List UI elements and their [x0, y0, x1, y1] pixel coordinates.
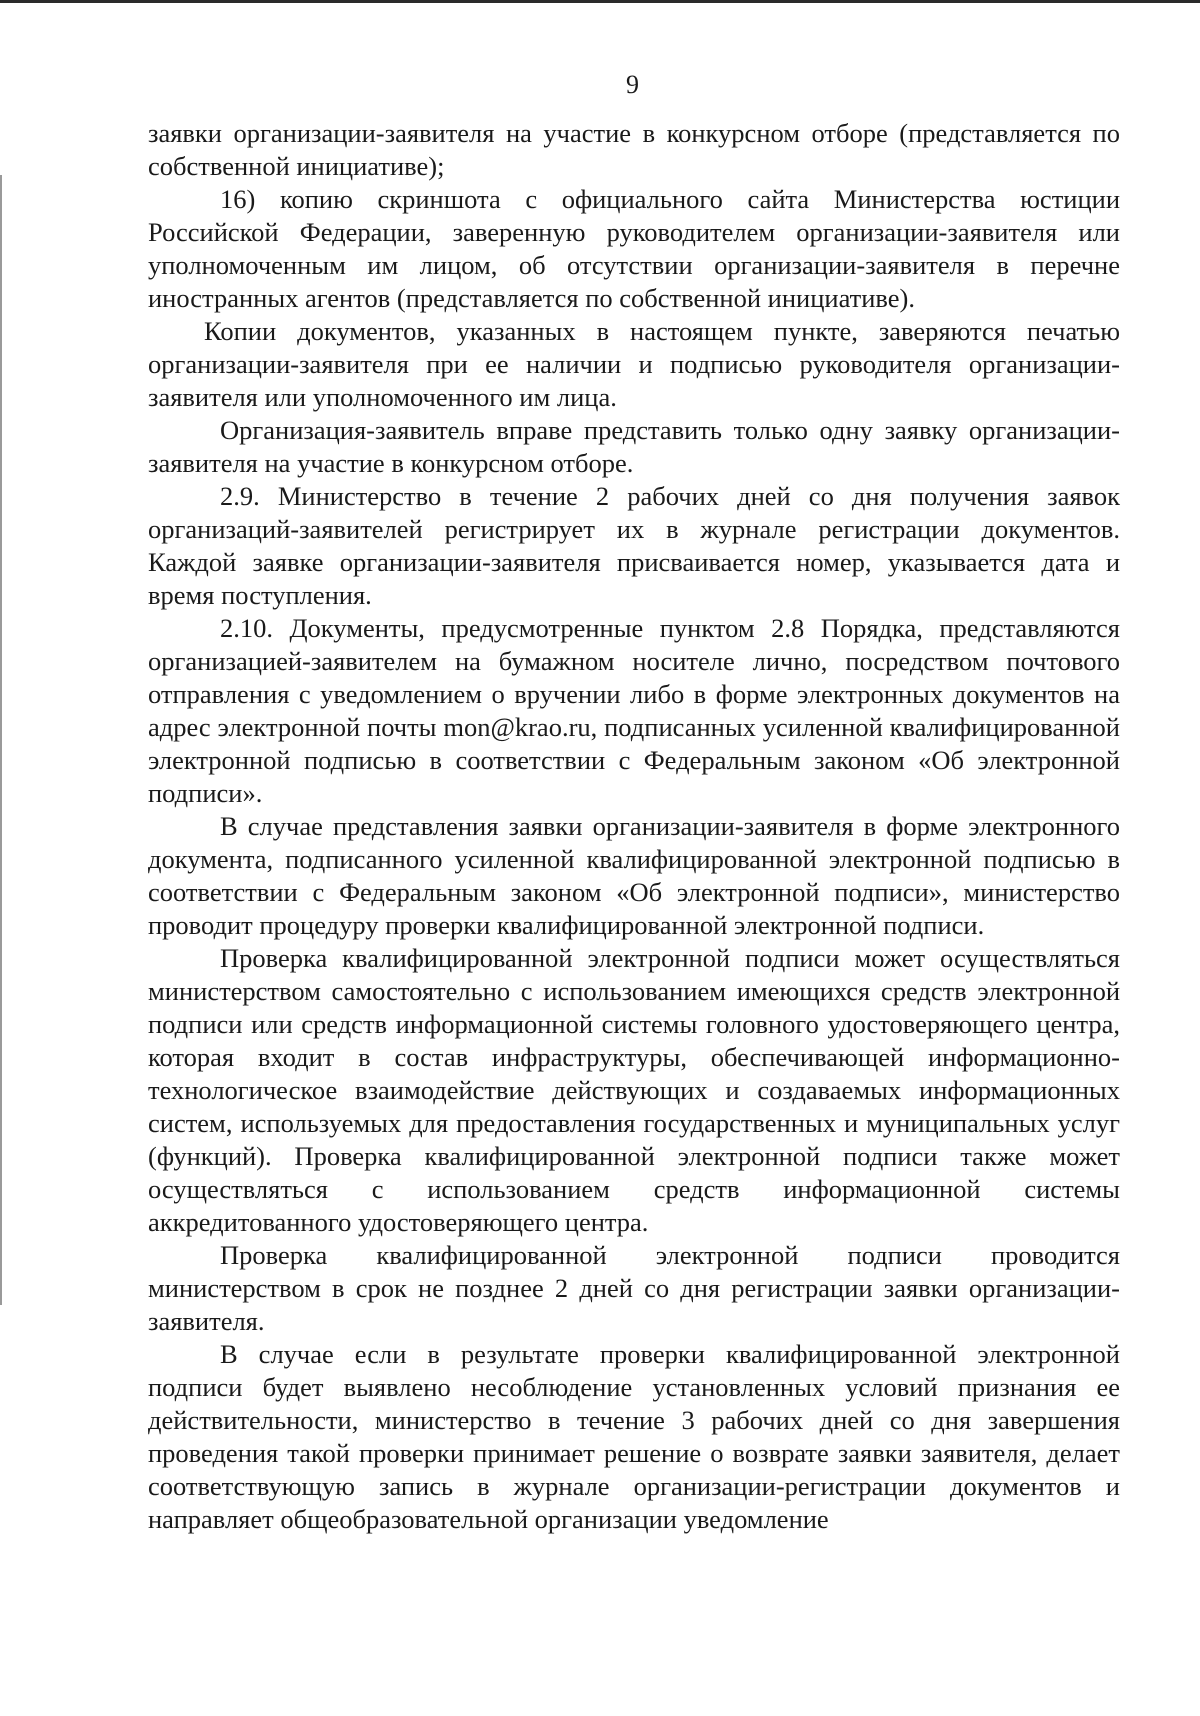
- paragraph-verification-deadline: Проверка квалифицированной электронной подписи проводится министерством в срок не позднее 2 дней со дня регистрации заявки организации-заявителя.: [148, 1240, 1120, 1336]
- page-number: 9: [626, 70, 639, 99]
- document-body: [148, 117, 1120, 1536]
- paragraph-signature-verification: Проверка квалифицированной электронной подписи может осуществляться министерством самостоятельно с использованием имеющихся средств электронной подписи или средств информационной системы головного удостоверяющего центра, которая входит в состав инфраструктуры, обеспечивающей информационно-технологическое взаимодействие действующих и создаваемых информационных систем, используемых для предоставления государственных и муниципальных услуг (функций). Проверка квалифицированной электронной подписи также может осуществляться с использованием средств информационной системы аккредитованного удостоверяющего центра.: [148, 943, 1120, 1237]
- scan-left-edge-mark: [0, 175, 2, 1305]
- paragraph-item-16: 16) копию скриншота с официального сайта Министерства юстиции Российской Федерации, заверенную руководителем организации-заявителя или уполномоченным им лицом, об отсутствии организации-заявителя в перечне иностранных агентов (представляется по собственной инициативе).: [148, 184, 1120, 313]
- scan-top-edge: [0, 0, 1200, 3]
- paragraph-verification-failure: В случае если в результате проверки квалифицированной электронной подписи будет выявлено несоблюдение установленных условий признания ее действительности, министерство в течение 3 рабочих дней со дня завершения проведения такой проверки принимает решение о возврате заявки заявителя, делает соответствующую запись в журнале организации-регистрации документов и направляет общеобразовательной организации уведомление: [148, 1339, 1120, 1534]
- paragraph-continuation: заявки организации-заявителя на участие в конкурсном отборе (представляется по собственной инициативе);: [148, 118, 1120, 181]
- paragraph-single-application: Организация-заявитель вправе представить только одну заявку организации-заявителя на участие в конкурсном отборе.: [148, 415, 1120, 478]
- paragraph-copies-certification: Копии документов, указанных в настоящем пункте, заверяются печатью организации-заявителя при ее наличии и подписью руководителя организации-заявителя или уполномоченного им лица.: [148, 316, 1120, 412]
- paragraph-2-9: 2.9. Министерство в течение 2 рабочих дней со дня получения заявок организаций-заявителей регистрирует их в журнале регистрации документов. Каждой заявке организации-заявителя присваивается номер, указывается дата и время поступления.: [148, 481, 1120, 610]
- paragraph-2-10: 2.10. Документы, предусмотренные пунктом 2.8 Порядка, представляются организацией-заявителем на бумажном носителе лично, посредством почтового отправления с уведомлением о вручении либо в форме электронных документов на адрес электронной почты mon@krao.ru, подписанных усиленной квалифицированной электронной подписью в соответствии с Федеральным законом «Об электронной подписи».: [148, 613, 1120, 808]
- paragraph-electronic-submission: В случае представления заявки организации-заявителя в форме электронного документа, подписанного усиленной квалифицированной электронной подписью в соответствии с Федеральным законом «Об электронной подписи», министерство проводит процедуру проверки квалифицированной электронной подписи.: [148, 811, 1120, 940]
